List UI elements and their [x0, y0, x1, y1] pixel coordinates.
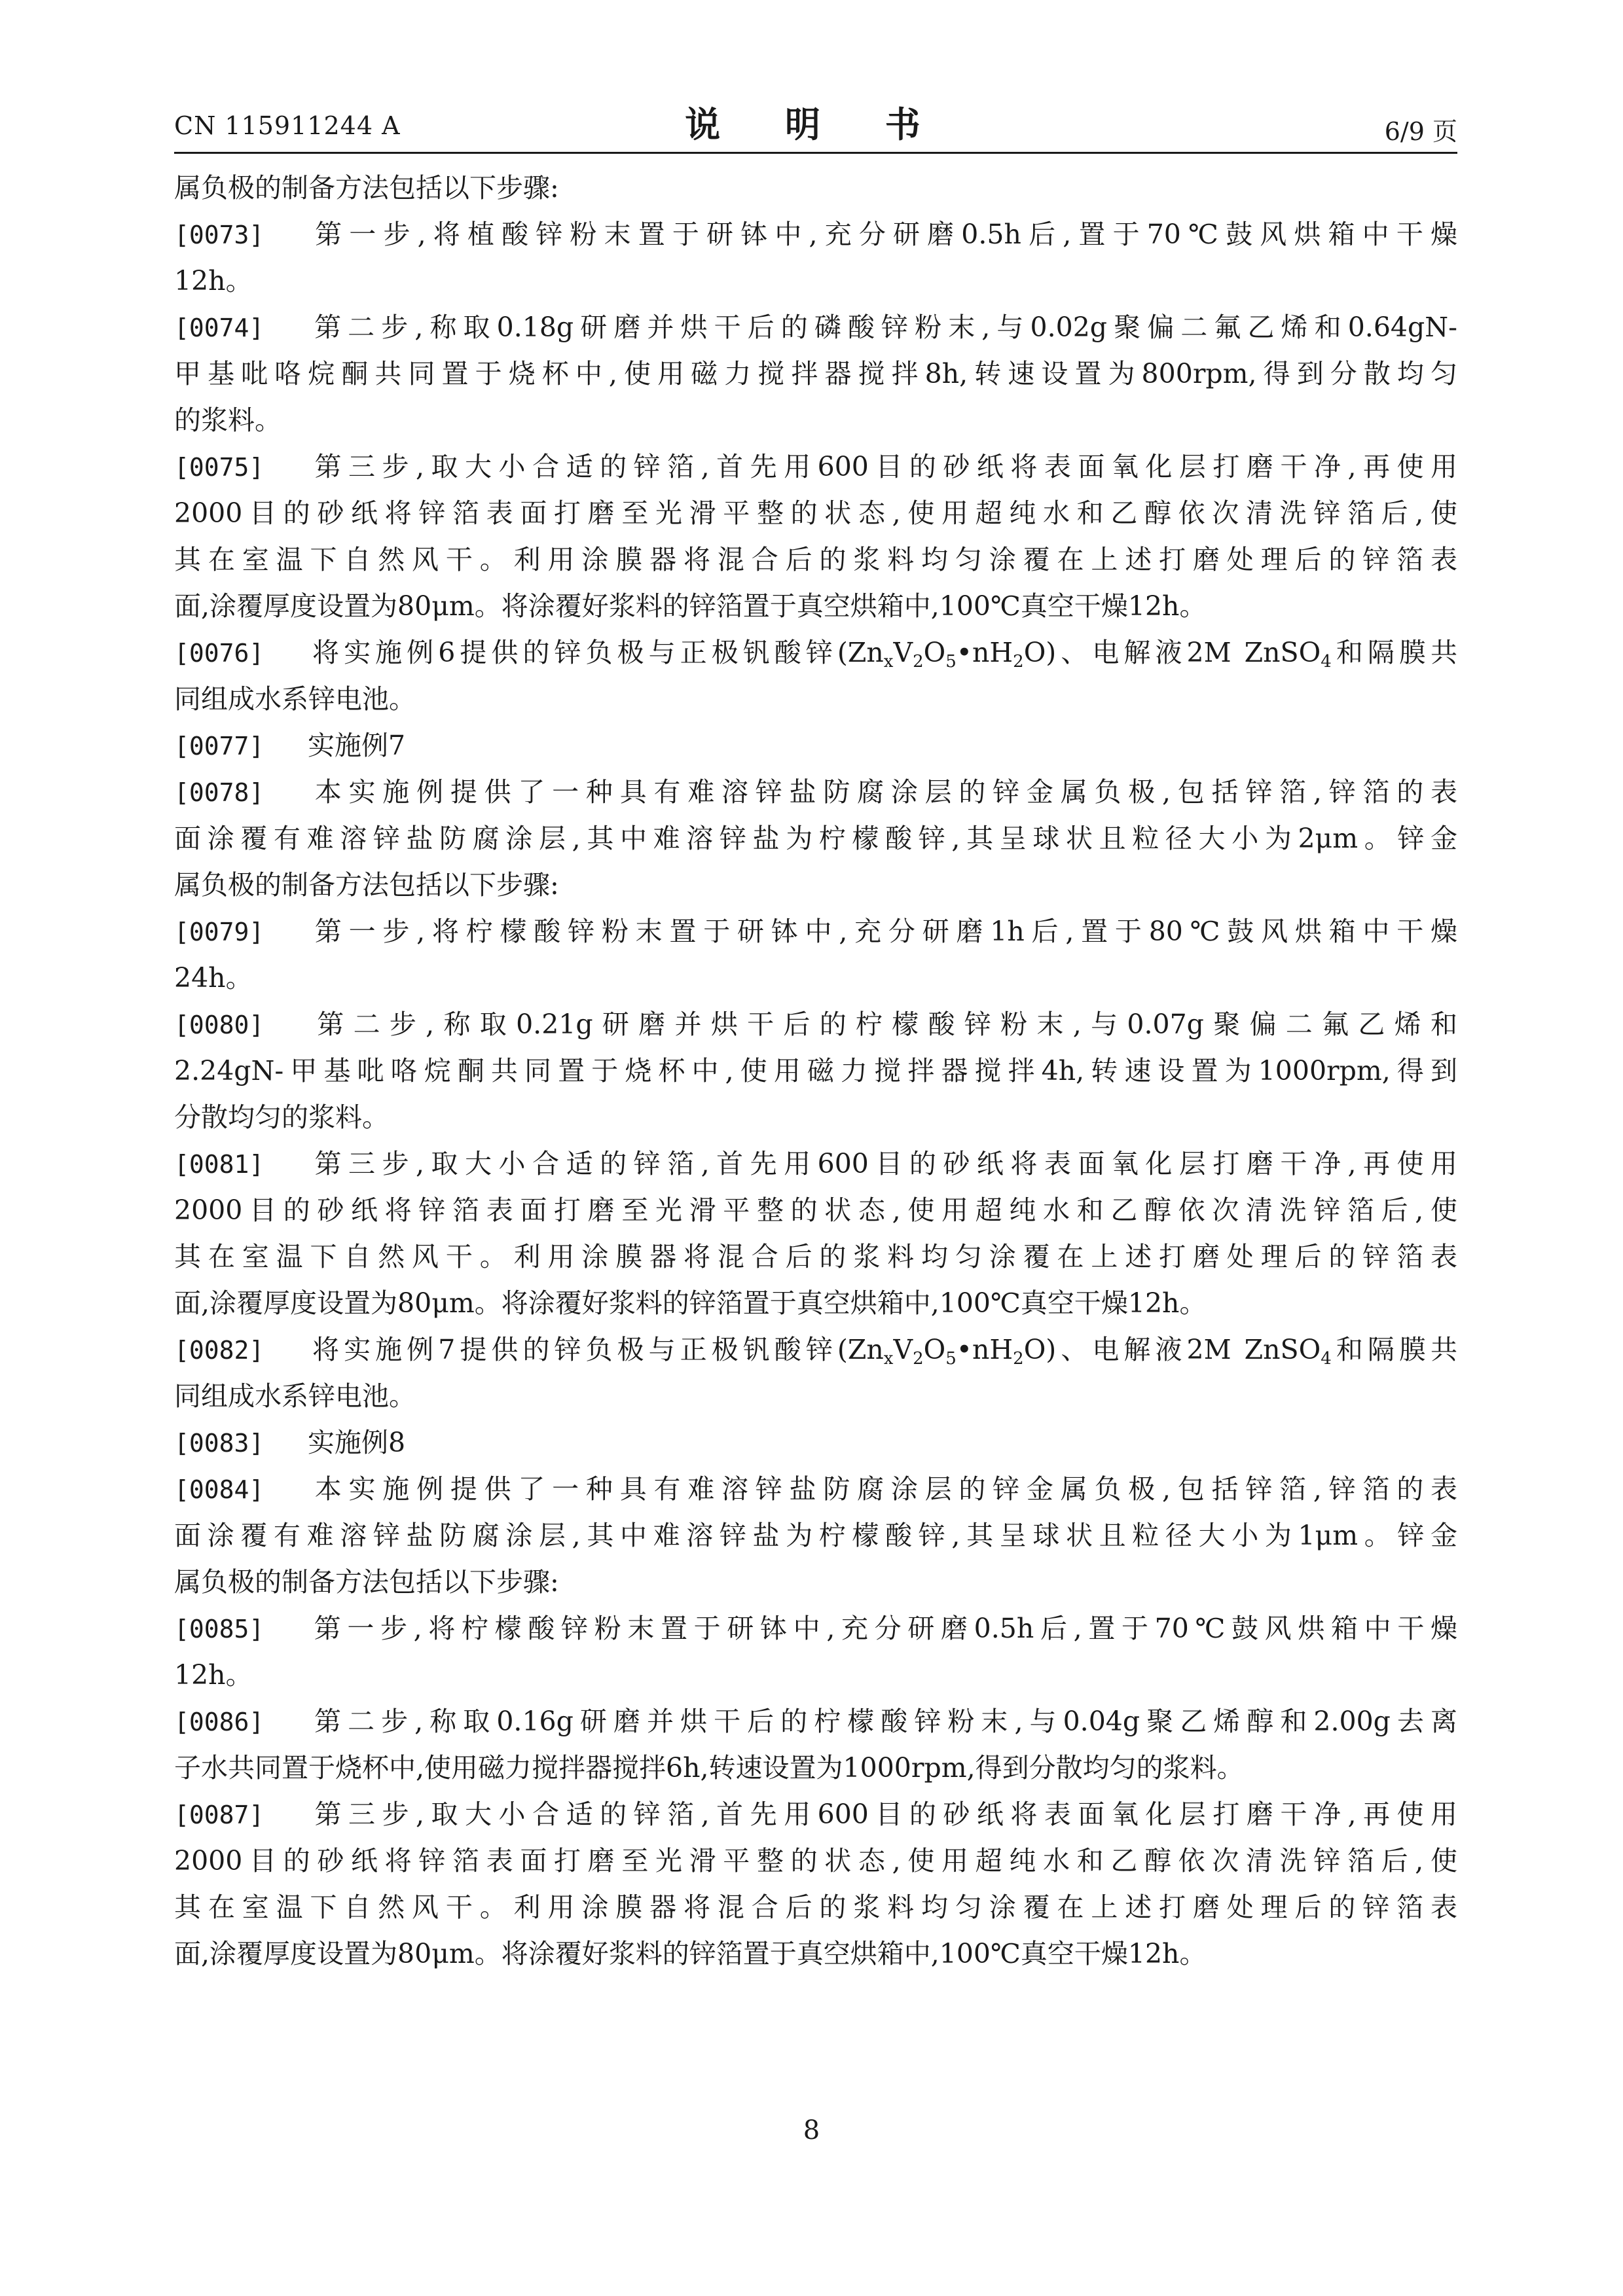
paragraph-number: [0083]: [174, 1429, 264, 1458]
paragraph-line: [174, 397, 1457, 444]
formula-text: 和隔膜共: [1331, 637, 1457, 668]
paragraph-line: 同组成水系锌电池。: [174, 1380, 416, 1412]
paragraph-line: [174, 1884, 1457, 1931]
formula-subscript: 5: [945, 1349, 957, 1369]
paragraph-text: 2000目的砂纸将锌箔表面打磨至光滑平整的状态,使用超纯水和乙醇依次清洗锌箔后,使: [174, 497, 1457, 529]
paragraph-number: [0087]: [174, 1801, 264, 1829]
paragraph-line: [174, 1280, 1457, 1327]
paragraph-number: [0084]: [174, 1475, 264, 1504]
paragraph-text: 12h。: [174, 265, 253, 296]
paragraph-text: 实施例7: [308, 730, 406, 761]
paragraph-line: [174, 1513, 1457, 1559]
paragraph-text: 面,涂覆厚度设置为80μm。将涂覆好浆料的锌箔置于真空烘箱中,100℃真空干燥12h。: [174, 1938, 1207, 1969]
paragraph-line: [174, 1327, 1457, 1373]
document-body: [174, 165, 1457, 1977]
paragraph-text: 2.24gN-甲基吡咯烷酮共同置于烧杯中,使用磁力搅拌器搅拌4h,转速设置为1000rpm,得到: [174, 1055, 1457, 1086]
paragraph-text: 第三步,取大小合适的锌箔,首先用600目的砂纸将表面氧化层打磨干净,再使用: [308, 1799, 1457, 1830]
paragraph-number: [0081]: [174, 1150, 264, 1179]
paragraph-text: 面涂覆有难溶锌盐防腐涂层,其中难溶锌盐为柠檬酸锌,其呈球状且粒径大小为2μm。锌金: [174, 823, 1457, 854]
paragraph-line: [174, 490, 1457, 537]
page-number: 8: [803, 2115, 820, 2145]
paragraph-number: [0073]: [174, 221, 264, 249]
paragraph-text: 12h。: [174, 1659, 253, 1691]
paragraph-text: 属负极的制备方法包括以下步骤:: [174, 1566, 559, 1598]
paragraph-line: [174, 1605, 1457, 1652]
paragraph-text: 的浆料。: [174, 404, 282, 436]
paragraph-text: 分散均匀的浆料。: [174, 1102, 389, 1133]
formula-text: O: [923, 1334, 946, 1365]
paragraph-line: [174, 955, 1457, 1001]
formula-subscript: 2: [913, 1349, 924, 1369]
paragraph-text: 实施例8: [308, 1427, 406, 1458]
paragraph-number: [0080]: [174, 1011, 264, 1039]
formula-text: 将实施例6提供的锌负极与正极钒酸锌(Zn: [308, 637, 884, 668]
paragraph-line: [174, 1838, 1457, 1884]
paragraph-text: 2000目的砂纸将锌箔表面打磨至光滑平整的状态,使用超纯水和乙醇依次清洗锌箔后,使: [174, 1194, 1457, 1226]
paragraph-line: [174, 630, 1457, 676]
paragraph-text: 第三步,取大小合适的锌箔,首先用600目的砂纸将表面氧化层打磨干净,再使用: [308, 451, 1457, 482]
paragraph-text: 第三步,取大小合适的锌箔,首先用600目的砂纸将表面氧化层打磨干净,再使用: [308, 1148, 1457, 1179]
paragraph-text: 其在室温下自然风干。利用涂膜器将混合后的浆料均匀涂覆在上述打磨处理后的锌箔表: [174, 1892, 1457, 1923]
formula-text: 将实施例7提供的锌负极与正极钒酸锌(Zn: [308, 1334, 884, 1365]
page-indicator: 6/9 页: [1384, 117, 1457, 146]
paragraph-text: 属负极的制备方法包括以下步骤:: [174, 869, 559, 901]
paragraph-line: [174, 1001, 1457, 1048]
paragraph-line: [174, 1466, 1457, 1513]
paragraph-line: [174, 537, 1457, 583]
paragraph-line: [174, 1745, 1457, 1791]
paragraph-number: [0078]: [174, 778, 264, 807]
paragraph-line: [174, 1048, 1457, 1094]
formula-text: O)、电解液2M ZnSO: [1023, 1334, 1321, 1365]
paragraph-line: [174, 769, 1457, 816]
document-title: 说 明 书: [685, 104, 947, 145]
paragraph-text: 第二步,称取0.16g研磨并烘干后的柠檬酸锌粉末,与0.04g聚乙烯醇和2.00g去离: [308, 1706, 1457, 1737]
formula-subscript: x: [883, 652, 894, 672]
paragraph-line: [174, 1141, 1457, 1187]
paragraph-text: 本实施例提供了一种具有难溶锌盐防腐涂层的锌金属负极,包括锌箔,锌箔的表: [308, 776, 1457, 808]
paragraph-line: [174, 304, 1457, 351]
formula-text: 和隔膜共: [1331, 1334, 1457, 1365]
paragraph-line: [174, 1094, 1457, 1141]
paragraph-number: [0074]: [174, 314, 264, 342]
formula-subscript: 2: [913, 652, 924, 672]
paragraph-line: 同组成水系锌电池。: [174, 683, 416, 715]
formula-text: O)、电解液2M ZnSO: [1023, 637, 1321, 668]
paragraph-line: [174, 1187, 1457, 1234]
formula-text: •nH: [956, 1334, 1013, 1365]
paragraph-text: 其在室温下自然风干。利用涂膜器将混合后的浆料均匀涂覆在上述打磨处理后的锌箔表: [174, 1241, 1457, 1272]
formula-subscript: x: [883, 1349, 894, 1369]
header-divider: [174, 152, 1457, 154]
paragraph-line: [174, 583, 1457, 630]
paragraph-text: 面,涂覆厚度设置为80μm。将涂覆好浆料的锌箔置于真空烘箱中,100℃真空干燥12h。: [174, 1287, 1207, 1319]
paragraph-number: [0086]: [174, 1708, 264, 1736]
paragraph-line: [174, 258, 1457, 304]
paragraph-line: [174, 1652, 1457, 1698]
paragraph-text: 面,涂覆厚度设置为80μm。将涂覆好浆料的锌箔置于真空烘箱中,100℃真空干燥12h。: [174, 590, 1207, 622]
paragraph-line: [174, 1931, 1457, 1977]
paragraph-line: [174, 1559, 1457, 1605]
paragraph-text: 属负极的制备方法包括以下步骤:: [174, 172, 559, 204]
paragraph-line: [174, 1698, 1457, 1745]
paragraph-text: 其在室温下自然风干。利用涂膜器将混合后的浆料均匀涂覆在上述打磨处理后的锌箔表: [174, 544, 1457, 575]
paragraph-text: 第二步,称取0.18g研磨并烘干后的磷酸锌粉末,与0.02g聚偏二氟乙烯和0.64gN-: [308, 312, 1457, 343]
paragraph-text: 24h。: [174, 962, 253, 994]
paragraph-text: 子水共同置于烧杯中,使用磁力搅拌器搅拌6h,转速设置为1000rpm,得到分散均匀的浆料。: [174, 1752, 1244, 1784]
paragraph-line: [174, 1234, 1457, 1280]
paragraph-line: [174, 351, 1457, 397]
formula-text: O: [923, 637, 946, 668]
paragraph-line: [174, 1420, 1457, 1466]
formula-subscript: 4: [1321, 1349, 1332, 1369]
paragraph-number: [0077]: [174, 732, 264, 761]
paragraph-line: [174, 211, 1457, 258]
paragraph-line: [174, 444, 1457, 490]
paragraph-text: 2000目的砂纸将锌箔表面打磨至光滑平整的状态,使用超纯水和乙醇依次清洗锌箔后,使: [174, 1845, 1457, 1876]
paragraph-text: 面涂覆有难溶锌盐防腐涂层,其中难溶锌盐为柠檬酸锌,其呈球状且粒径大小为1μm。锌金: [174, 1520, 1457, 1551]
paragraph-line: [174, 816, 1457, 862]
paragraph-text: 第一步,将柠檬酸锌粉末置于研钵中,充分研磨1h后,置于80℃鼓风烘箱中干燥: [308, 916, 1457, 947]
formula-subscript: 5: [945, 652, 957, 672]
formula-subscript: 2: [1013, 1349, 1024, 1369]
paragraph-text: 甲基吡咯烷酮共同置于烧杯中,使用磁力搅拌器搅拌8h,转速设置为800rpm,得到分散均匀: [174, 358, 1457, 389]
formula-subscript: 4: [1321, 652, 1332, 672]
paragraph-line: [174, 1791, 1457, 1838]
paragraph-number: [0085]: [174, 1615, 264, 1643]
publication-number: CN 115911244 A: [174, 111, 401, 140]
paragraph-line: [174, 862, 1457, 908]
paragraph-line: [174, 908, 1457, 955]
formula-text: V: [893, 1334, 913, 1365]
formula-text: V: [893, 637, 913, 668]
paragraph-text: 第一步,将柠檬酸锌粉末置于研钵中,充分研磨0.5h后,置于70℃鼓风烘箱中干燥: [308, 1613, 1457, 1644]
paragraph-line: [174, 165, 1457, 211]
formula-subscript: 2: [1013, 652, 1024, 672]
formula-text: •nH: [956, 637, 1013, 668]
paragraph-line: [174, 723, 1457, 769]
paragraph-text: 本实施例提供了一种具有难溶锌盐防腐涂层的锌金属负极,包括锌箔,锌箔的表: [308, 1473, 1457, 1505]
paragraph-number: [0076]: [174, 639, 264, 668]
paragraph-number: [0082]: [174, 1336, 264, 1365]
paragraph-text: 第一步,将植酸锌粉末置于研钵中,充分研磨0.5h后,置于70℃鼓风烘箱中干燥: [308, 219, 1457, 250]
paragraph-text: 第二步,称取0.21g研磨并烘干后的柠檬酸锌粉末,与0.07g聚偏二氟乙烯和: [308, 1009, 1457, 1040]
document-header: [174, 97, 1457, 149]
paragraph-number: [0079]: [174, 918, 264, 946]
paragraph-number: [0075]: [174, 453, 264, 482]
